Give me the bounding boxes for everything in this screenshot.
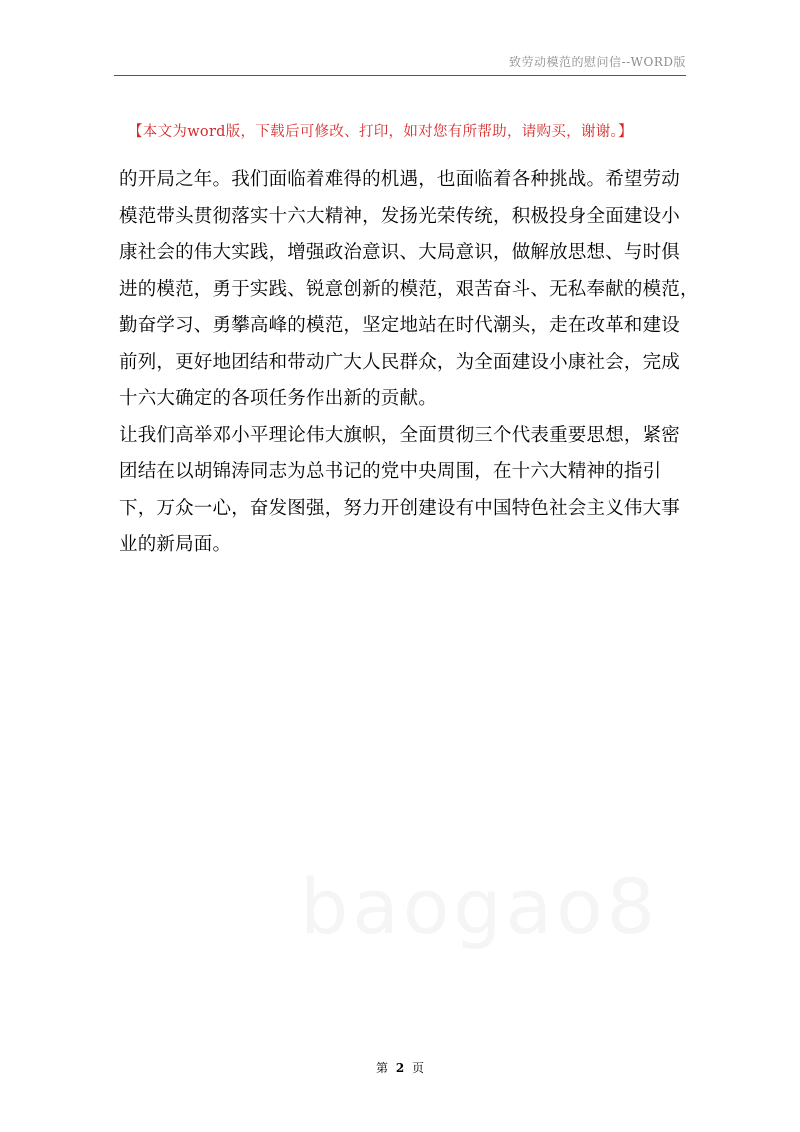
body-line: 十六大确定的各项任务作出新的贡献。: [119, 388, 437, 409]
page-prefix: 第: [375, 1061, 388, 1075]
body-line: 团结在以胡锦涛同志为总书记的党中央周围，在十六大精神的指引: [119, 461, 662, 482]
body-text: [119, 162, 699, 564]
body-line: 让我们高举邓小平理论伟大旗帜，全面贯彻三个代表重要思想，紧密: [119, 424, 681, 446]
page-number: 2: [395, 1061, 405, 1075]
body-line: 勤奋学习、勇攀高峰的模范，坚定地站在时代潮头，走在改革和建设: [119, 315, 681, 336]
body-line: 业的新局面。: [119, 534, 232, 555]
body-line: 前列，更好地团结和带动广大人民群众，为全面建设小康社会，完成: [119, 351, 681, 373]
body-line: 的开局之年。我们面临着难得的机遇，也面临着各种挑战。希望劳动: [119, 169, 681, 190]
body-line: 康社会的伟大实践，增强政治意识、大局意识，做解放思想、与时俱: [119, 242, 681, 263]
download-notice: 【本文为word版，下载后可修改、打印，如对您有所帮助，请购买，谢谢。】: [128, 124, 633, 140]
body-line: 进的模范，勇于实践、锐意创新的模范，艰苦奋斗、无私奉献的模范，: [119, 278, 699, 300]
header-divider: [114, 75, 686, 76]
watermark: baogao8: [300, 862, 659, 951]
page-suffix: 页: [412, 1061, 425, 1075]
page-footer: [0, 1059, 800, 1076]
running-header: 致劳动模范的慰问信--WORD版: [509, 55, 686, 69]
body-line: 模范带头贯彻落实十六大精神，发扬光荣传统，积极投身全面建设小: [119, 205, 681, 227]
body-line: 下，万众一心，奋发图强，努力开创建设有中国特色社会主义伟大事: [119, 497, 681, 519]
